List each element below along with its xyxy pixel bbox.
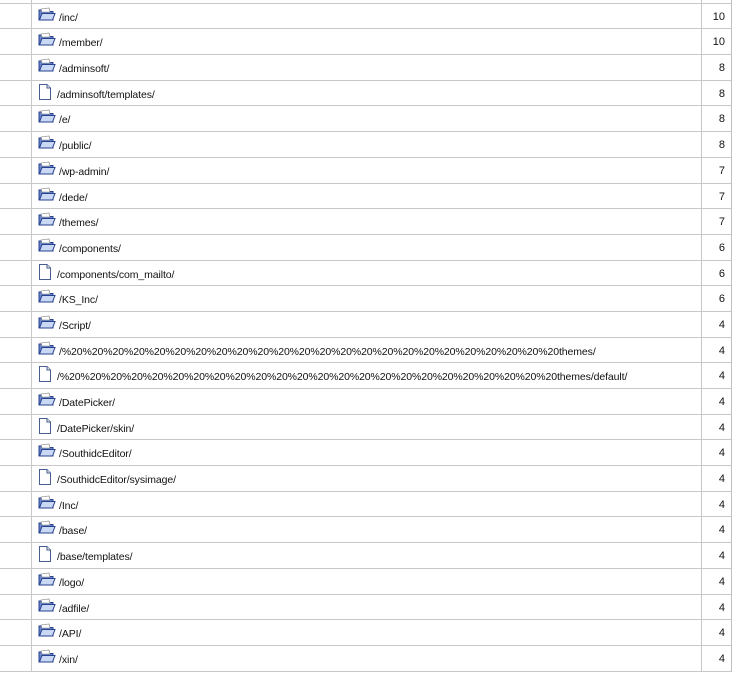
file-icon — [38, 264, 56, 280]
path-text[interactable]: /SouthidcEditor/sysimage/ — [57, 474, 176, 487]
folder-open-icon — [38, 58, 56, 74]
row-left-cell — [0, 29, 32, 54]
folder-open-icon — [38, 187, 56, 203]
row-left-cell — [0, 106, 32, 131]
row-left-cell — [0, 286, 32, 311]
path-cell[interactable] — [32, 55, 702, 80]
table-row-14[interactable] — [0, 338, 731, 364]
count-cell: 4 — [718, 498, 725, 511]
path-cell[interactable] — [32, 106, 702, 131]
table-row-24[interactable] — [0, 595, 731, 621]
count-cell: 4 — [718, 344, 725, 357]
count-cell: 4 — [718, 601, 725, 614]
table-row-1[interactable] — [0, 4, 731, 30]
path-text[interactable]: /components/ — [59, 242, 121, 255]
file-icon — [38, 546, 56, 562]
count-cell: 8 — [718, 139, 725, 152]
path-cell[interactable] — [32, 517, 702, 542]
table-row-25[interactable] — [0, 620, 731, 646]
path-text[interactable]: /Script/ — [59, 319, 91, 332]
count-cell: 6 — [718, 293, 725, 306]
table-row-4[interactable] — [0, 81, 731, 107]
count-cell: 4 — [718, 652, 725, 665]
path-cell[interactable] — [32, 569, 702, 594]
count-cell: 4 — [718, 421, 725, 434]
count-cell: 4 — [718, 396, 725, 408]
path-cell[interactable] — [32, 595, 702, 620]
file-icon — [38, 84, 56, 100]
path-text[interactable]: /dede/ — [59, 191, 88, 204]
row-left-cell — [0, 4, 32, 29]
table-row-26[interactable] — [0, 646, 731, 672]
path-cell[interactable] — [32, 363, 702, 388]
path-text[interactable]: /adminsoft/templates/ — [57, 88, 155, 101]
count-cell: 7 — [718, 216, 725, 229]
path-cell[interactable] — [32, 389, 702, 414]
path-text[interactable]: /components/com_mailto/ — [57, 268, 175, 281]
table-row-22[interactable] — [0, 543, 731, 569]
row-left-cell — [0, 312, 32, 337]
row-left-cell — [0, 389, 32, 414]
row-left-cell — [0, 620, 32, 645]
row-left-cell — [0, 646, 32, 671]
path-cell[interactable] — [32, 209, 702, 234]
table-row-7[interactable] — [0, 158, 731, 184]
row-left-cell — [0, 569, 32, 594]
table-row-12[interactable] — [0, 286, 731, 312]
table-row-20[interactable] — [0, 492, 731, 518]
row-left-cell — [0, 517, 32, 542]
row-left-cell — [0, 363, 32, 388]
path-text[interactable]: /adfile/ — [59, 602, 90, 615]
path-cell[interactable] — [32, 4, 702, 29]
path-text[interactable]: /xin/ — [59, 653, 78, 666]
table-row-23[interactable] — [0, 569, 731, 595]
path-text[interactable]: /SouthidcEditor/ — [59, 448, 132, 461]
path-cell[interactable] — [32, 261, 702, 286]
path-cell[interactable] — [32, 132, 702, 157]
table-row-16[interactable] — [0, 389, 731, 415]
table-row-18[interactable] — [0, 440, 731, 466]
table-row-10[interactable] — [0, 235, 731, 261]
table-row-19[interactable] — [0, 466, 731, 492]
row-left-cell — [0, 81, 32, 106]
count-cell: 4 — [718, 318, 725, 331]
path-cell[interactable] — [32, 415, 702, 440]
folder-open-icon — [38, 598, 56, 614]
folder-open-icon — [38, 7, 56, 23]
row-left-cell — [0, 338, 32, 363]
count-cell: 4 — [718, 524, 725, 537]
path-text[interactable]: /adminsoft/ — [59, 63, 110, 76]
path-cell[interactable] — [32, 0, 702, 3]
table-row-15[interactable] — [0, 363, 731, 389]
row-left-cell — [0, 492, 32, 517]
count-cell: 10 — [712, 36, 725, 49]
path-text[interactable]: /public/ — [59, 140, 92, 153]
count-cell: 7 — [718, 164, 725, 177]
table-row-11[interactable] — [0, 261, 731, 287]
path-text[interactable]: /%20%20%20%20%20%20%20%20%20%20%20%20%20%20%20%20%20%20%20%20%20%20%20%20themes/default/ — [57, 371, 628, 384]
path-text[interactable]: /DatePicker/ — [59, 397, 115, 409]
folder-open-icon — [38, 161, 56, 177]
row-left-cell — [0, 543, 32, 568]
table-row-21[interactable] — [0, 517, 731, 543]
path-text[interactable]: /e/ — [59, 114, 71, 127]
table-row-5[interactable] — [0, 106, 731, 132]
path-text[interactable]: /themes/ — [59, 217, 99, 230]
row-left-cell — [0, 261, 32, 286]
count-cell: 8 — [718, 87, 725, 100]
row-left-cell — [0, 595, 32, 620]
row-left-cell — [0, 132, 32, 157]
count-cell: 4 — [718, 627, 725, 640]
path-cell[interactable] — [32, 184, 702, 209]
file-icon — [38, 469, 56, 485]
count-cell: 4 — [718, 550, 725, 563]
folder-open-icon — [38, 443, 56, 459]
path-cell[interactable] — [32, 235, 702, 260]
path-cell[interactable] — [32, 492, 702, 517]
table-row-13[interactable] — [0, 312, 731, 338]
row-left-cell — [0, 158, 32, 183]
file-icon — [38, 418, 56, 434]
row-left-cell — [0, 440, 32, 465]
row-left-cell — [0, 0, 32, 3]
path-cell[interactable] — [32, 81, 702, 106]
path-cell[interactable] — [32, 440, 702, 465]
folder-open-icon — [38, 520, 56, 536]
folder-open-icon — [38, 623, 56, 639]
folder-open-icon — [38, 572, 56, 588]
count-cell: 10 — [712, 10, 725, 23]
folder-open-icon — [38, 341, 56, 357]
row-left-cell — [0, 55, 32, 80]
table-row-8[interactable] — [0, 184, 731, 210]
path-text[interactable]: /KS_Inc/ — [59, 294, 98, 307]
path-text[interactable]: /wp-admin/ — [59, 165, 110, 178]
count-cell: 4 — [718, 575, 725, 588]
folder-open-icon — [38, 315, 56, 331]
table-row-2[interactable] — [0, 29, 731, 55]
path-cell[interactable] — [32, 286, 702, 311]
count-cell: 6 — [718, 267, 725, 280]
folder-open-icon — [38, 495, 56, 511]
row-left-cell — [0, 466, 32, 491]
path-text[interactable]: /%20%20%20%20%20%20%20%20%20%20%20%20%20%20%20%20%20%20%20%20%20%20%20%20themes/ — [59, 345, 596, 358]
folder-open-icon — [38, 32, 56, 48]
path-cell[interactable] — [32, 646, 702, 671]
table-row-17[interactable] — [0, 415, 731, 441]
path-text[interactable]: /Inc/ — [59, 499, 79, 512]
folder-open-icon — [38, 392, 56, 408]
path-text[interactable]: /base/ — [59, 525, 88, 538]
folder-open-icon — [38, 212, 56, 228]
file-icon — [38, 366, 56, 382]
row-left-cell — [0, 235, 32, 260]
path-cell[interactable] — [32, 466, 702, 491]
table-row-9[interactable] — [0, 209, 731, 235]
table-row-6[interactable] — [0, 132, 731, 158]
count-cell: 6 — [718, 241, 725, 254]
path-text[interactable]: /inc/ — [59, 11, 78, 24]
path-cell[interactable] — [32, 543, 702, 568]
path-cell[interactable] — [32, 29, 702, 54]
path-text[interactable]: /base/templates/ — [57, 551, 133, 564]
row-left-cell — [0, 209, 32, 234]
folder-open-icon — [38, 135, 56, 151]
folder-open-icon — [38, 289, 56, 305]
folder-open-icon — [38, 109, 56, 125]
count-cell: 4 — [718, 447, 725, 460]
path-text[interactable]: /member/ — [59, 37, 103, 50]
count-cell — [702, 0, 731, 3]
folder-open-icon — [38, 649, 56, 665]
path-cell[interactable] — [32, 338, 702, 363]
count-cell: 4 — [718, 473, 725, 486]
folder-open-icon — [38, 238, 56, 254]
path-text[interactable]: /API/ — [59, 628, 82, 641]
path-text[interactable]: /DatePicker/skin/ — [57, 422, 135, 435]
table-row-3[interactable] — [0, 55, 731, 81]
count-cell: 7 — [718, 190, 725, 203]
path-cell[interactable] — [32, 312, 702, 337]
row-left-cell — [0, 415, 32, 440]
path-text[interactable]: /logo/ — [59, 576, 85, 589]
count-cell: 4 — [718, 370, 725, 383]
path-cell[interactable] — [32, 620, 702, 645]
row-left-cell — [0, 184, 32, 209]
path-cell[interactable] — [32, 158, 702, 183]
count-cell: 8 — [718, 113, 725, 126]
count-cell: 8 — [718, 62, 725, 75]
